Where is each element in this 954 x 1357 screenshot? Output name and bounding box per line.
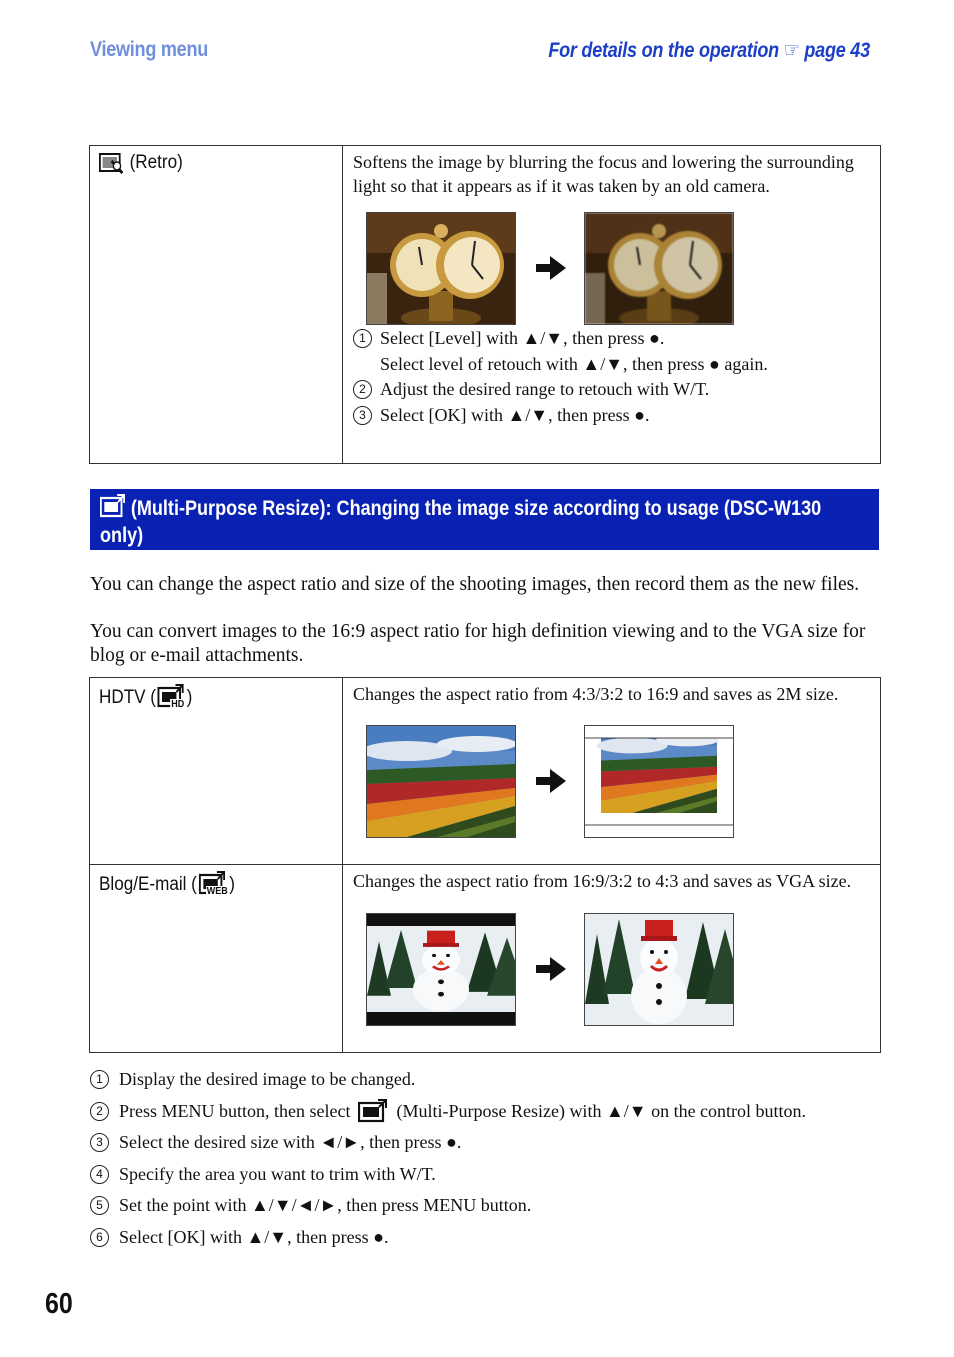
procedure-step-2: 2 Press MENU button, then select (Multi-Purpose Resize) with ▲/▼ on the control button. xyxy=(90,1096,890,1128)
blog-label: Blog/E-mail ( xyxy=(99,874,197,895)
retro-step-1: 1 Select [Level] with ▲/▼, then press ●. xyxy=(343,326,880,352)
pointing-hand-icon: ☞ xyxy=(783,39,800,62)
details-text: For details on the operation xyxy=(548,39,780,62)
retro-table xyxy=(89,145,881,464)
web-resize-icon: WEB xyxy=(197,871,229,899)
arrow-right-icon xyxy=(536,957,566,981)
retro-step-2: 2 Adjust the desired range to retouch with W/T. xyxy=(343,377,880,403)
page-ref-link[interactable]: page 43 xyxy=(804,39,870,62)
multi-purpose-resize-icon xyxy=(100,494,126,518)
blog-after-image xyxy=(584,913,734,1026)
section-banner xyxy=(90,489,879,550)
retro-label: (Retro) xyxy=(129,152,183,173)
hdtv-label: HDTV ( xyxy=(99,687,156,708)
resize-table xyxy=(89,677,881,1053)
hdtv-label-cell: HDTV ( HD ) xyxy=(90,678,343,865)
retro-step-1b: Select level of retouch with ▲/▼, then press ● again. xyxy=(380,353,768,374)
procedure-step-1: 1 Display the desired image to be changed. xyxy=(90,1064,890,1096)
procedure-step-3: 3 Select the desired size with ◄/►, then press ●. xyxy=(90,1127,890,1159)
section-title: Viewing menu xyxy=(90,38,209,61)
page-reference[interactable] xyxy=(548,38,870,63)
blog-label-cell: Blog/E-mail ( WEB ) xyxy=(90,865,343,1053)
hdtv-description-cell xyxy=(343,678,881,865)
arrow-right-icon xyxy=(536,256,566,280)
hdtv-before-image xyxy=(366,725,516,838)
intro-paragraph-2: You can convert images to the 16:9 aspect ratio for high definition viewing and to the VGA size for blog or e-mail attachments. xyxy=(90,621,866,666)
retro-before-image xyxy=(366,212,516,325)
blog-description: Changes the aspect ratio from 16:9/3:2 to 4:3 and saves as VGA size. xyxy=(353,871,852,891)
procedure-step-6: 6 Select [OK] with ▲/▼, then press ●. xyxy=(90,1222,890,1254)
retro-description: Softens the image by blurring the focus and lowering the surrounding light so that it appears as if it was taken by an old camera. xyxy=(353,152,854,196)
procedure-step-5: 5 Set the point with ▲/▼/◄/►, then press MENU button. xyxy=(90,1190,890,1222)
page-number: 60 xyxy=(45,1288,73,1320)
retro-icon xyxy=(99,152,126,174)
blog-description-cell xyxy=(343,865,881,1053)
blog-before-image xyxy=(366,913,516,1026)
hdtv-resize-icon: HD xyxy=(156,684,187,712)
procedure-list xyxy=(90,1064,890,1253)
hdtv-after-image xyxy=(584,725,734,838)
hdtv-description: Changes the aspect ratio from 4:3/3:2 to 16:9 and saves as 2M size. xyxy=(353,684,839,704)
arrow-right-icon xyxy=(536,769,566,793)
retro-step-3: 3 Select [OK] with ▲/▼, then press ●. xyxy=(343,403,880,429)
procedure-step-4: 4 Specify the area you want to trim with W/T. xyxy=(90,1159,890,1191)
multi-purpose-resize-icon xyxy=(358,1099,388,1123)
retro-after-image xyxy=(584,212,734,325)
intro-paragraph-1: You can change the aspect ratio and size of the shooting images, then record them as the new files. xyxy=(90,574,860,595)
retro-description-cell xyxy=(343,146,881,464)
retro-label-cell xyxy=(90,146,343,464)
banner-title: (Multi-Purpose Resize): Changing the image size according to usage (DSC-W130 only) xyxy=(100,497,822,547)
